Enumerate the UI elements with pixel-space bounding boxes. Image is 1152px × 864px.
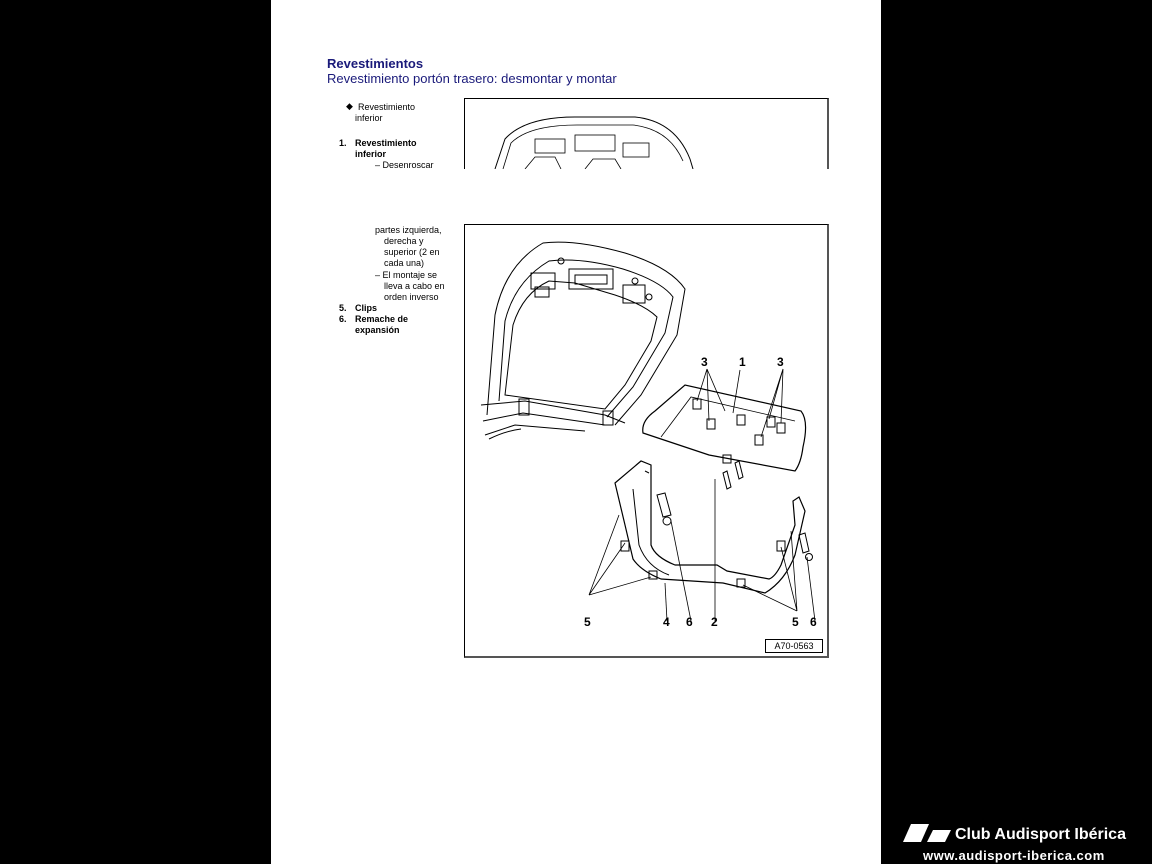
upper-trim-panel bbox=[643, 385, 806, 471]
tailgate-fragment-drawing bbox=[465, 99, 827, 169]
callout-6-left: 6 bbox=[686, 615, 693, 629]
callout-5-left: 5 bbox=[584, 615, 591, 629]
item6-label-line2: expansión bbox=[355, 325, 400, 335]
callout-5-right: 5 bbox=[792, 615, 799, 629]
substep-cont-line4: cada una) bbox=[384, 258, 425, 268]
substep-cont-line2: derecha y bbox=[384, 236, 424, 246]
tailgate-trim-drawing bbox=[465, 225, 827, 656]
section-title: Revestimientos bbox=[327, 56, 424, 71]
bullet-marker: ◆ bbox=[346, 101, 353, 111]
item1-substep: – Desenroscar bbox=[375, 160, 434, 170]
item1-number: 1. bbox=[339, 138, 347, 148]
callout-1: 1 bbox=[739, 355, 746, 369]
logo-mark-icon bbox=[903, 822, 955, 846]
callout-4: 4 bbox=[663, 615, 670, 629]
substep2-line2: lleva a cabo en bbox=[384, 281, 445, 291]
figure-top-fragment bbox=[464, 98, 829, 169]
callout-2: 2 bbox=[711, 615, 718, 629]
substep-cont-line1: partes izquierda, bbox=[375, 225, 442, 235]
substep-cont-line3: superior (2 en bbox=[384, 247, 440, 257]
callout-3-left: 3 bbox=[701, 355, 708, 369]
callout-3-right: 3 bbox=[777, 355, 784, 369]
section-subtitle: Revestimiento portón trasero: desmontar y montar bbox=[327, 71, 617, 86]
manual-page bbox=[271, 0, 881, 864]
figure-id-label: A70-0563 bbox=[765, 639, 823, 653]
item1-label-line1: Revestimiento bbox=[355, 138, 417, 148]
item6-number: 6. bbox=[339, 314, 347, 324]
item6-label-line1: Remache de bbox=[355, 314, 409, 324]
club-logo bbox=[903, 822, 1152, 864]
lower-u-trim bbox=[615, 461, 805, 593]
item1-label-line2: inferior bbox=[355, 149, 387, 159]
logo-name: Club Audisport Ibérica bbox=[955, 826, 1126, 843]
item5-label: Clips bbox=[355, 303, 378, 313]
substep2-line3: orden inverso bbox=[384, 292, 439, 302]
bullet-text-line1: Revestimiento bbox=[358, 102, 416, 112]
tailgate-outline bbox=[487, 242, 685, 425]
logo-url: www.audisport-iberica.com bbox=[923, 848, 1105, 863]
callout-6-right: 6 bbox=[810, 615, 817, 629]
bullet-text-line2: inferior bbox=[355, 113, 383, 123]
substep2-line1: – El montaje se bbox=[375, 270, 438, 280]
exploded-view-figure bbox=[464, 224, 829, 658]
item5-number: 5. bbox=[339, 303, 347, 313]
